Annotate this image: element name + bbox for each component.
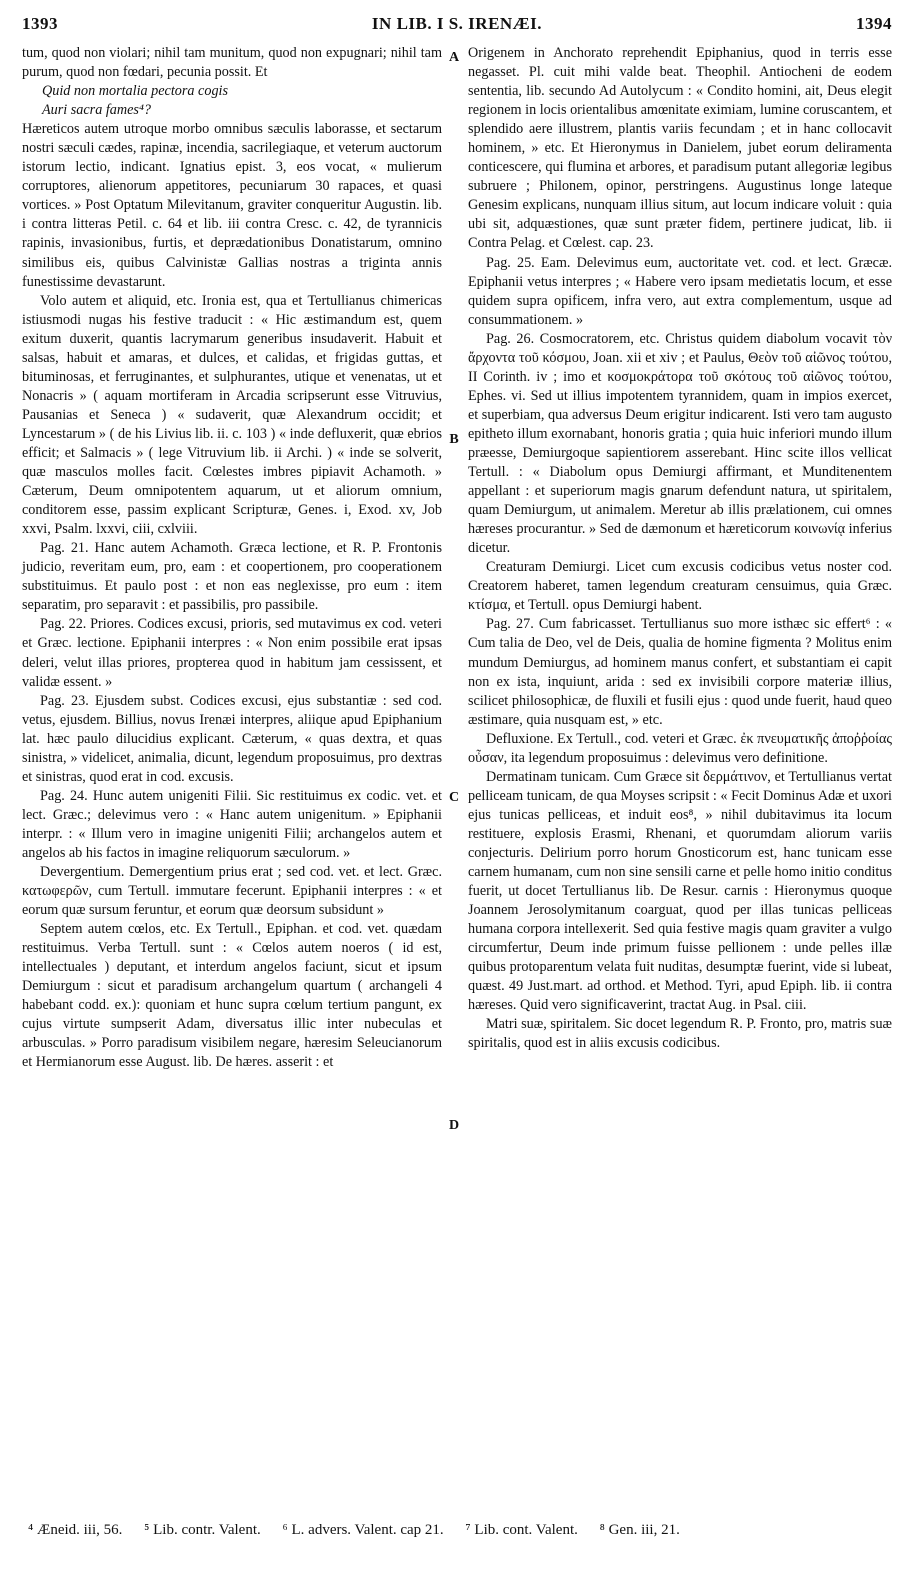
left-column xyxy=(22,44,442,1073)
paragraph: Dermatinam tunicam. Cum Græce sit δερμάτινον, et Tertullianus vertat pelliceam tunicam, de qua Moyses scripsit : « Fecit Dominus Adæ et uxori ejus tunicas pelliceas, et induit eos⁸, » nihil dubitavimus ita locum restituere, explosis Erasmi, Rhenani, et quorumdam aliorum variis conjecturis. Delirium porro horum Gnosticorum est, hanc tunicam esse carnem humanam, cum non sine sensili carne et pelle homo initio conditus fuerit, ut docet Tertullianus lib. De Resur. carnis : Hieronymus quoque Joannem Jerosolymitanum coarguat, quod per illas tunicas pelliceas humana corpora intellexerit. Sed quia festive magis quam graviter a vulgo circumfertur, Deum inde primum fuisse pellionem : unde pelles illæ quibus protoparentum velata fuit nuditas, desumptæ fuerint, vide si lubeat, quæst. 49 Just.mart. ad orthod. et Method. Tyri, apud Epiph. lib. ii contra hæreses. Quid vero significaverint, tractat Aug. in Psal. ciii. xyxy=(468,768,892,1014)
right-column xyxy=(468,44,892,1053)
footnote: ⁸ Gen. iii, 21. xyxy=(599,1522,680,1538)
footnote: ⁷ Lib. cont. Valent. xyxy=(465,1522,578,1538)
paragraph: Pag. 24. Hunc autem unigeniti Filii. Sic restituimus ex codic. vet. et lect. Græc.; delevimus vero : « Hanc autem unigenitum. » Epiphanii interpr. : « Illum vero in imagine unigeniti Filii; archangelos autem et angelos ab his factos in imagine reliquorum sæculorum. » xyxy=(22,787,442,861)
footnote: ⁴ Æneid. iii, 56. xyxy=(28,1522,123,1538)
paragraph: Pag. 26. Cosmocratorem, etc. Christus quidem diabolum vocavit τὸν ἄρχοντα τοῦ κόσμου, Joan. xii et xiv ; et Paulus, Θεὸν τοῦ αἰῶνος τούτου, II Corinth. iv ; imo et κοσμοκράτορα τοῦ σκότους τοῦ αἰῶνος τούτου, Ephes. vi. Sed ut illius impotentem tyrannidem, quam in impios exercet, et superbiam, qua adversus Deum erigitur indicarent. Isti vero tam augusto epitheto illum exornabant, honoris gratia ; quia huic inferiori mundo illum præesse, Demiurgoque sapientiorem asserebant. Hinc scite illos vellicat Tertull. : « Diabolum opus Demiurgi affirmant, et Munditenentem appellant : et superiorum magis gnarum defendunt natura, ut spiritalem, quam Demiurgum, ut animalem. Meretur ab illis prælationem, cui omnes hæreses procurantur. » Sed de dæmonum et hæreticorum κοινωνίᾳ inferius dicetur. xyxy=(468,330,892,557)
margin-letter-c: C xyxy=(448,790,460,805)
paragraph: tum, quod non violari; nihil tam munitum, quod non expugnari; nihil tam purum, quod non fœdari, pecunia possit. Et xyxy=(22,45,442,81)
paragraph: Origenem in Anchorato reprehendit Epiphanius, quod in terris esse negasset. Pl. cuit mihi valde beat. Theophil. Antiocheni de eodem sententia, lib. secundo Ad Autolycum : « Condito homini, ait, Deus elegit regionem in locis orientalibus amœnitate eximiam, lumine coruscantem, et splendido aere illustrem, plantis variis fecundam ; et in hanc collocavit hominem, » etc. Et Hieronymus in Danielem, jubet eorum deliramenta conticescere, qui flumina et arbores, et paradisum putant allegoriæ legibus subruere ; Philonem, opinor, perstringens. Augustinus longe lateque Genesim explicans, nunquam illius situm, aut locum indicare voluit : quia ubi sit, adquæstiones, quæ sunt præter fidem, pertinere judicat, lib. ii Contra Pelag. et Cœlest. cap. 23. xyxy=(468,45,892,252)
page-number-right: 1394 xyxy=(856,14,892,33)
page-number-left: 1393 xyxy=(22,14,58,33)
paragraph: Pag. 23. Ejusdem subst. Codices excusi, ejus substantiæ : sed cod. vetus, ejusdem. Billius, novus Irenæi interpres, aliique apud Epiphanium lat. hæc paulo dilucidius explicant. Cæterum, « quas dextra, et quas sinistra, » videlicet, animalia, dicunt, legendum proposuimus, pro dextras et sinistras, quod erat in cod. excusis. xyxy=(22,692,442,785)
paragraph: Creaturam Demiurgi. Licet cum excusis codicibus vetus noster cod. Creatorem haberet, tamen legendum creaturam censuimus, quia Græc. κτίσμα, et Tertull. opus Demiurgi habent. xyxy=(468,559,892,614)
footnotes xyxy=(28,1522,890,1539)
paragraph: Volo autem et aliquid, etc. Ironia est, qua et Tertullianus chimericas istiusmodi nugas his festive traducit : « Hic æstimandum est, quem exitum duxerit, quantis lacrymarum generibus insudaverit. Habuit et salsas, habuit et amaras, et dulces, et calidas, et frigidas guttas, et bituminosas, et ferruginantes, et sulphurantes, utique et venenatas, ut et Nonacris » ( aquam mortiferam in Arcadia scripserunt esse Vitruvius, Pausanias et Seneca ) « sudaverit, quæ Alexandrum occidit; et Lyncestarum » ( de his Livius lib. ii. c. 103 ) « inde defluxerit, quæ ebrios efficit; et Salmacis » ( lege Vitruvium lib. ii Archi. ) « inde se solverit, quæ masculos molles facit. Cœlestes imbres pipiavit Achamoth. » Cæterum, Deum omnipotentem aquarum, ut et aliorum omnium, conditorem esse, passim explicant Scripturæ, Genes. i, Exod. xv, Job xxvi, Psalm. lxxvi, ciii, cxlviii. xyxy=(22,292,442,538)
paragraph: Pag. 25. Eam. Delevimus eum, auctoritate vet. cod. et lect. Græcæ. Epiphanii vetus interpres ; « Habere vero ipsam medietatis locum, et esse quidem supra opificem, infra vero, aut extra complementum, usque ad consummationem. » xyxy=(468,254,892,328)
margin-letter-d: D xyxy=(448,1118,460,1133)
paragraph: Matri suæ, spiritalem. Sic docet legendum R. P. Fronto, pro, matris suæ spiritalis, quod est in aliis excusis codicibus. xyxy=(468,1016,892,1052)
footnote: ⁵ Lib. contr. Valent. xyxy=(144,1522,261,1538)
margin-letter-b: B xyxy=(449,432,459,447)
verse-line: Auri sacra fames⁴? xyxy=(42,102,151,119)
paragraph: Pag. 21. Hanc autem Achamoth. Græca lectione, et R. P. Frontonis judicio, reveritam eum, pro, eam : et coopertionem, pro cooperationem substituimus. Et paulo post : et non eas neglexisse, pro eum : item separatim, pro separavit : et passibilis, pro passibile. xyxy=(22,540,442,614)
paragraph: Pag. 27. Cum fabricasset. Tertullianus suo more isthæc sic effert⁶ : « Cum talia de Deo, vel de Deis, qualia de homine figmenta ? Molitus enim mundum Demiurgus, ad hominem manus confert, et substantiam ei capit non ex ista, inquiunt, arida : sed ex invisibili corpore materiæ illius, scilicet philosophicæ, de fluxili et fusili ejus : quod unde fuerit, haud queo æstimare, quia nusquam est, » etc. xyxy=(468,616,892,728)
paragraph: Septem autem cœlos, etc. Ex Tertull., Epiphan. et cod. vet. quædam restituimus. Verba Tertull. sunt : « Cœlos autem noeros ( id est, intellectuales ) deputant, et interdum angelos faciunt, sicut et ipsum Demiurgum : sicut et paradisum archangelum quartum ( archangeli 4 habebant codd. ex.): quoniam et hunc supra cœlum tertium pangunt, ex cujus virtute sumpserit Adam, diversatus illic inter nubeculas et arbusculas. » Porro paradisum visibilem negare, hæresim Seleucianorum et Hermianorum esse August. lib. De hæres. asserit : et xyxy=(22,921,442,1071)
paragraph: Devergentium. Demergentium prius erat ; sed cod. vet. et lect. Græc. κατωφερῶν, cum Tertull. immutare fecerunt. Epiphanii interpres : « et eorum quæ sursum feruntur, et eorum quæ deorsum subsidunt » xyxy=(22,864,442,919)
running-title: IN LIB. I S. IRENÆI. xyxy=(371,14,543,33)
paragraph: Defluxione. Ex Tertull., cod. veteri et Græc. ἐκ πνευματικῆς ἀποῤῥοίας οὖσαν, ita legendum proposuimus : delevimus vero definitione. xyxy=(468,730,892,766)
running-header xyxy=(22,14,892,40)
footnote: ⁶ L. advers. Valent. cap 21. xyxy=(282,1522,444,1538)
margin-letter-a: A xyxy=(448,50,460,65)
paragraph: Pag. 22. Priores. Codices excusi, prioris, sed mutavimus ex cod. veteri et Græc. lectione. Epiphanii interpres : « Non enim possibile erat ipsas deleri, velut illas priores, propterea quod in habitum jam cessissent, et validæ essent. » xyxy=(22,616,442,690)
verse-line: Quid non mortalia pectora cogis xyxy=(42,83,229,100)
paragraph: Hæreticos autem utroque morbo omnibus sæculis laborasse, et sectarum nostri sæculi cædes, rapinæ, incendia, sacrilegiaque, et veterum auctorum istorum lectio, indicant. Ignatius epist. 3, eos vocat, « mulierum corruptores, alienorum appetitores, pecuniarum 30 rapaces, et quasi vortices. » Post Optatum Milevitanum, graviter conqueritur Augustin. lib. i contra litteras Petil. c. 64 et lib. iii contra Cresc. c. 42, de tyrannicis rapinis, invasionibus, furtis, et deprædationibus Donatistarum, omnino similibus eis, quibus Calvinistæ Gallias nostras a triginta annis funestissime devastarunt. xyxy=(22,121,442,290)
